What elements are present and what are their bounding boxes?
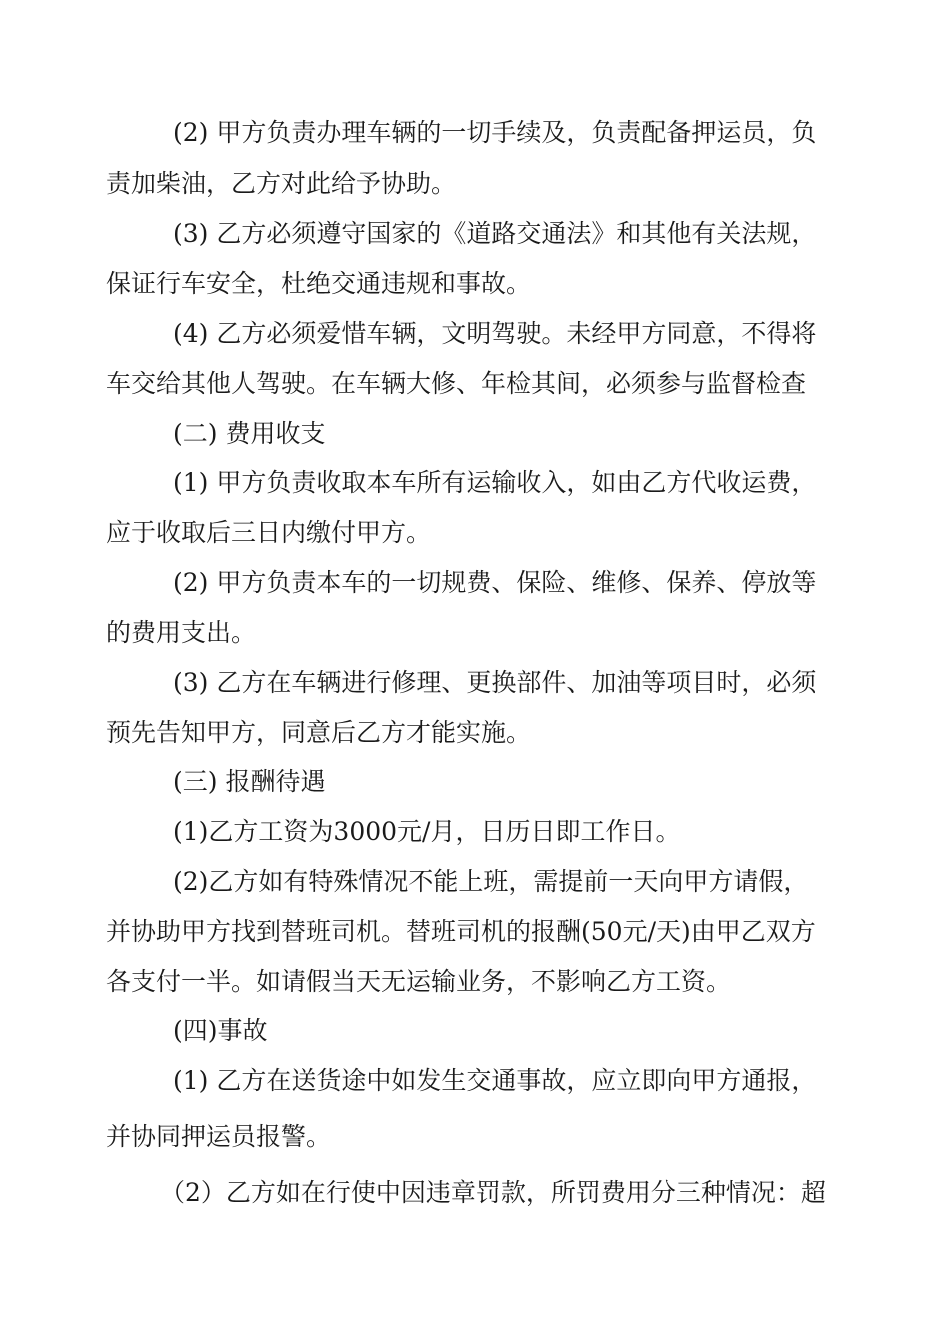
paragraph-line: 并协同押运员报警。: [106, 1122, 332, 1151]
paragraph-line: (1) 甲方负责收取本车所有运输收入，如由乙方代收运费，: [173, 468, 817, 497]
paragraph-line: 的费用支出。: [106, 618, 257, 647]
section-heading: (二) 费用收支: [173, 419, 326, 448]
paragraph-line: 车交给其他人驾驶。在车辆大修、年检其间，必须参与监督检查: [106, 369, 807, 398]
paragraph-line: 保证行车安全，杜绝交通违规和事故。: [106, 269, 532, 298]
paragraph-line: (2) 甲方负责本车的一切规费、保险、维修、保养、停放等: [173, 568, 817, 597]
paragraph-line: 预先告知甲方，同意后乙方才能实施。: [106, 718, 532, 747]
paragraph-line: (1) 乙方在送货途中如发生交通事故，应立即向甲方通报，: [173, 1066, 817, 1095]
paragraph-line: (2)乙方如有特殊情况不能上班，需提前一天向甲方请假，: [173, 867, 809, 896]
paragraph-line: (3) 乙方必须遵守国家的《道路交通法》和其他有关法规，: [173, 219, 817, 248]
paragraph-line: 各支付一半。如请假当天无运输业务，不影响乙方工资。: [106, 967, 732, 996]
paragraph-line: (3) 乙方在车辆进行修理、更换部件、加油等项目时，必须: [173, 668, 817, 697]
paragraph-line: （2）乙方如在行使中因违章罚款，所罚费用分三种情况：超: [160, 1178, 826, 1207]
paragraph-line: (2) 甲方负责办理车辆的一切手续及，负责配备押运员，负: [173, 118, 817, 147]
section-heading: (三) 报酬待遇: [173, 767, 326, 796]
section-heading: (四)事故: [173, 1016, 268, 1045]
paragraph-line: 应于收取后三日内缴付甲方。: [106, 518, 432, 547]
paragraph-line: (4) 乙方必须爱惜车辆，文明驾驶。未经甲方同意，不得将: [173, 319, 817, 348]
paragraph-line: 责加柴油，乙方对此给予协助。: [106, 169, 457, 198]
paragraph-line: (1)乙方工资为3000元/月，日历日即工作日。: [173, 817, 681, 846]
paragraph-line: 并协助甲方找到替班司机。替班司机的报酬(50元/天)由甲乙双方: [106, 917, 816, 946]
